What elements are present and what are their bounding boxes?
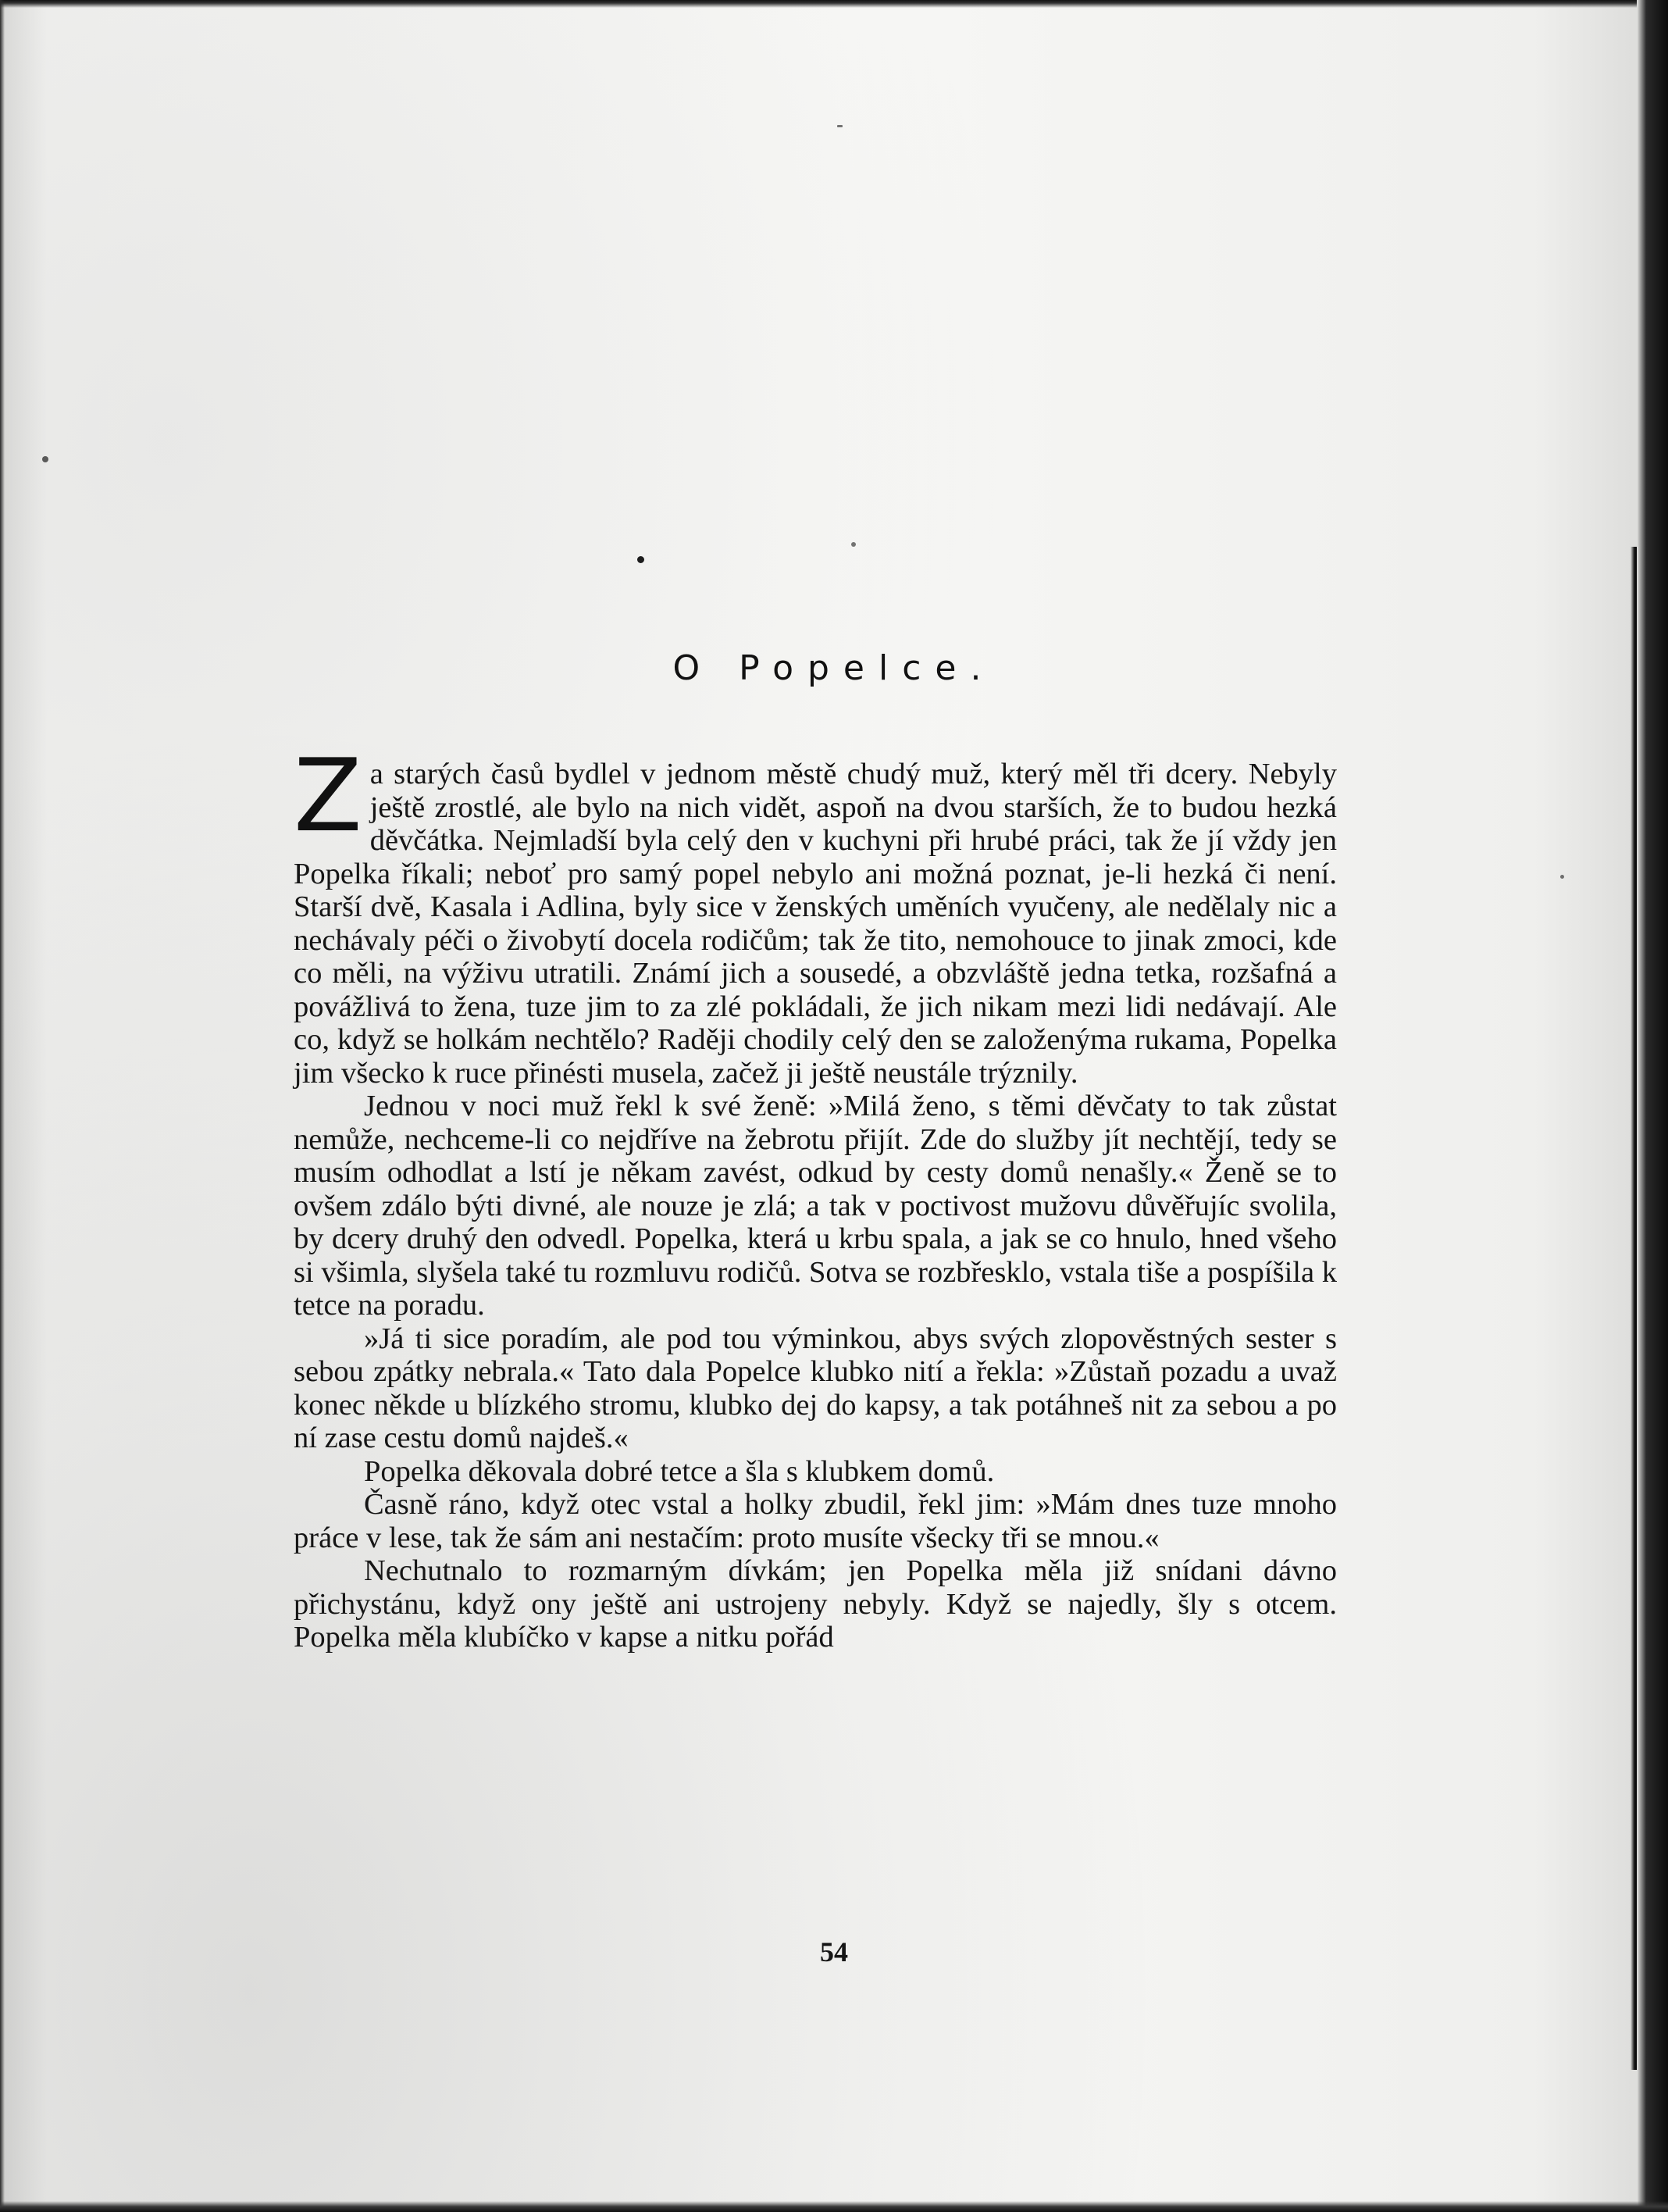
page-title: O Popelce. [672, 648, 996, 688]
scan-edge-bottom [0, 2201, 1668, 2212]
paragraph-3: »Já ti sice poradím, ale pod tou výminkou, abys svých zlopověstných sester s sebou zpátky nebrala.« Tato dala Popelce klubko nití a řekla: »Zůstaň pozadu a uvaž konec někde u blízkého stromu, klubko dej do kapsy, a tak potáhneš nit za sebou a po ní zase cestu domů najdeš.« [294, 1322, 1337, 1454]
dust-speck [1560, 875, 1564, 879]
paragraph-1 [294, 738, 1337, 1090]
dust-speck [42, 456, 48, 462]
scan-edge-right [1637, 0, 1668, 2212]
paragraph-5: Časně ráno, když otec vstal a holky zbudil, řekl jim: »Mám dnes tuze mnoho práce v lese, tak že sám ani nestačím: proto musíte všecky tři se mnou.« [294, 1488, 1337, 1554]
dust-speck [637, 556, 644, 563]
body-text [294, 738, 1337, 1654]
page-binding-shadow [1631, 547, 1637, 2070]
page-number: 54 [820, 1936, 848, 1968]
drop-cap: Z [294, 738, 362, 854]
paragraph-2: Jednou v noci muž řekl k své ženě: »Milá ženo, s těmi děvčaty to tak zůstat nemůže, nechceme-li co nejdříve na žebrotu přijít. Zde do služby jít nechtějí, tedy se musím odhodlat a lstí je někam zavést, odkud by cesty domů nenašly.« Ženě se to ovšem zdálo býti divné, ale nouze je zlá; a tak v poctivost mužovu důvěřujíc svolila, by dcery druhý den odvedl. Popelka, která u krbu spala, a jak se co hnulo, hned všeho si všimla, slyšela také tu rozmluvu rodičů. Sotva se rozbřesklo, vstala tiše a pospíšila k tetce na poradu. [294, 1090, 1337, 1322]
scan-edge-top [0, 0, 1668, 8]
paragraph-text: a starých časů bydlel v jednom městě chudý muž, který měl tři dcery. Nebyly ještě zrostlé, ale bylo na nich vidět, aspoň na dvou starších, že to budou hezká děvčátka. Nejmladší byla celý den v kuchyni při hrubé práci, tak že jí vždy jen Popelka říkali; neboť pro samý popel nebylo ani možná poznat, je-li hezká či není. Starší dvě, Kasala i Adlina, byly sice v ženských uměních vyučeny, ale nedělaly nic a nechávaly péči o živobytí docela rodičům; tak že tito, nemohouce to jinak zmoci, kde co měli, na výživu utratili. Známí jich a sousedé, a obzvláště jedna tetka, rozšafná a povážlivá to žena, tuze jim to za zlé pokládali, že jich nikam mezi lidi nedávají. Ale co, když se holkám nechtělo? Raději chodily celý den se založenýma rukama, Popelka jim všecko k ruce přinésti musela, začež ji ještě neustále trýznily. [294, 758, 1337, 1090]
paragraph-4: Popelka děkovala dobré tetce a šla s klubkem domů. [364, 1454, 995, 1488]
scan-edge-left [0, 0, 5, 2212]
dust-speck [837, 125, 843, 127]
dust-speck [851, 542, 856, 547]
paragraph-6: Nechutnalo to rozmarným dívkám; jen Popelka měla již snídani dávno přichystánu, když ony ještě ani ustrojeny nebyly. Když se najedly, šly s otcem. Popelka měla klubíčko v kapse a nitku pořád [294, 1554, 1337, 1654]
